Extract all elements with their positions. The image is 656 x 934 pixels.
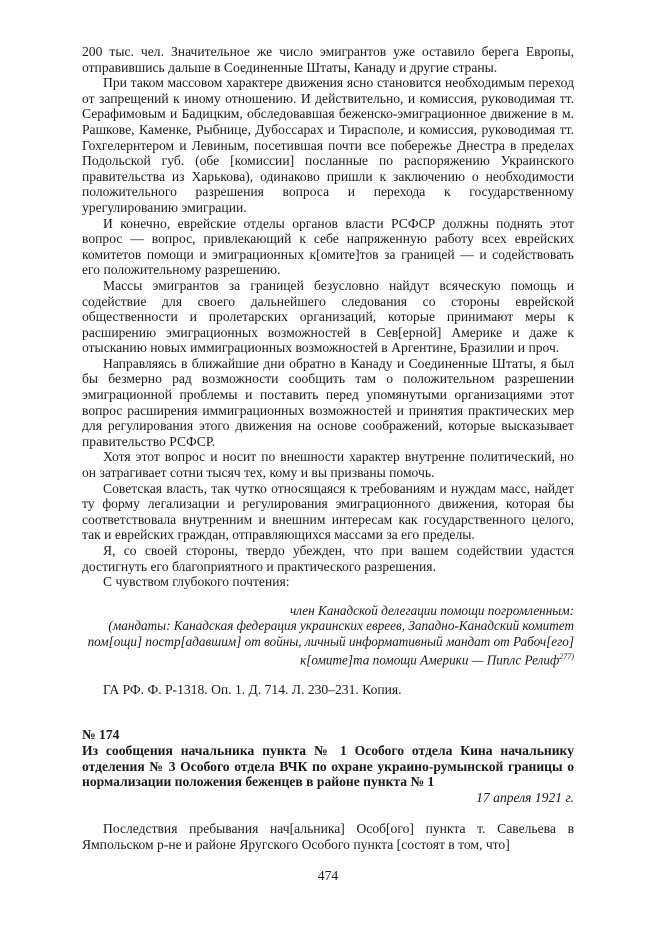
document-date: 17 апреля 1921 г. bbox=[476, 789, 574, 805]
paragraph: С чувством глубокого почтения: bbox=[103, 574, 290, 590]
signature-line: член Канадской делегации помощи погромленным: bbox=[289, 602, 574, 618]
document-title: Из сообщения начальника пункта № 1 Особого отдела Кина начальнику отделения № 3 Особого отдела ВЧК по охране украино-румынской границы о нормализации положения беженцев в районе пункта № 1 bbox=[82, 742, 574, 790]
paragraph: Массы эмигрантов за границей безусловно найдут всяческую помощь и содействие для своего дальнейшего следования со стороны еврейской общественности и пролетарских организаций, которые принимают меры к расширению эмиграционных возможностей в Сев[ерной] Америке и даже к отысканию новых иммиграционных возможностей в Аргентине, Бразилии и проч. bbox=[82, 277, 574, 356]
page-content bbox=[82, 44, 574, 853]
document-body: Последствия пребывания нач[альника] Особ[ого] пункта т. Савельева в Ямпольском р-не и районе Яругского Особого пункта [состоят в том, что] bbox=[82, 821, 574, 852]
paragraph: Советская власть, так чутко относящаяся к требованиям и нуждам масс, найдет ту форму легализации и регулирования эмиграционного движения, которая бы соответствовала внутренним и внешним интересам как государственного целого, так и еврейских граждан, отправляющихся массами за его пределы. bbox=[82, 480, 574, 543]
signature-mandates bbox=[82, 618, 574, 668]
paragraph: И конечно, еврейские отделы органов власти РСФСР должны поднять этот вопрос — вопрос, привлекающий к себе напряженную работу всех еврейских комитетов помощи и эмиграционных к[омите]тов за границей — и содействовать его положительному разрешению. bbox=[82, 215, 574, 278]
archive-reference: ГА РФ. Ф. Р-1318. Оп. 1. Д. 714. Л. 230–231. Копия. bbox=[103, 681, 402, 697]
page-number: 474 bbox=[317, 868, 339, 883]
footnote-ref: 277) bbox=[559, 652, 574, 661]
paragraph: Хотя этот вопрос и носит по внешности характер внутренне политический, но он затрагивает сотни тысяч тех, кому и вы призваны помочь. bbox=[82, 449, 574, 481]
paragraph: При таком массовом характере движения ясно становится необходимым переход от запрещений к иному отношению. И действительно, и комиссия, руководимая тт. Серафимовым и Бадицким, обследовавшая беженско-эмиграционное движение в м. Рашкове, Каменке, Рыбнице, Дубоссарах и Тирасполе, и комиссия, руководимая тт. Гохгелернтером и Левиным, посетившая почти все побережье Днестра в пределах Подольской губ. (обе [комиссии] посланные по распоряжению Украинского правительства из Харькова), одинаково пришли к заключению о необходимости положительного разрешения вопроса и перехода к государственному урегулированию эмиграции. bbox=[82, 75, 574, 215]
paragraph: 200 тыс. чел. Значительное же число эмигрантов уже оставило берега Европы, отправившись дальше в Соединенные Штаты, Канаду и другие страны. bbox=[82, 44, 574, 75]
signature-mandates-text: (мандаты: Канадская федерация украинских евреев, Западно-Канадский комитет пом[ощи] постр[адавшим] от войны, личный информативный мандат от Рабоч[его] к[омите]та помощи Америки — Пиплс Релиф bbox=[87, 618, 574, 668]
paragraph: Я, со своей стороны, твердо убежден, что при вашем содействии удастся достигнуть его благоприятного и практического разрешения. bbox=[82, 543, 574, 574]
paragraph: Направляясь в ближайшие дни обратно в Канаду и Соединенные Штаты, я был бы безмерно рад возможности сообщить там о положительном разрешении эмиграционной проблемы и поставить перед упомянутыми организациями этот вопрос расширения иммиграционных возможностей и принятия практических мер для регулирования этого движения на основе соображений, которые высказывает правительство РСФСР. bbox=[82, 355, 574, 449]
signature-block bbox=[82, 603, 574, 668]
document-number: № 174 bbox=[82, 727, 120, 743]
